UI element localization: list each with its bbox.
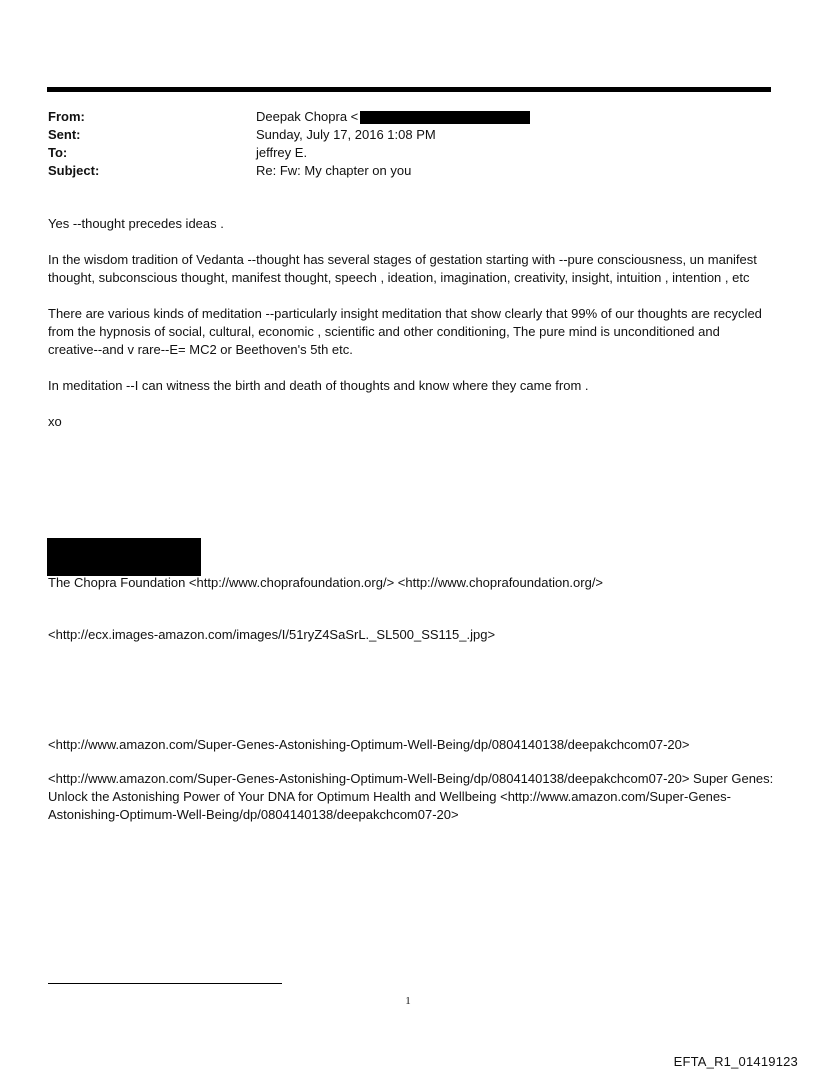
- from-label: From:: [48, 109, 85, 124]
- email-body: [48, 215, 773, 431]
- image-link-line[interactable]: <http://ecx.images-amazon.com/images/I/51ryZ4SaSrL._SL500_SS115_.jpg>: [48, 627, 496, 642]
- body-paragraph-1: Yes --thought precedes ideas .: [48, 216, 224, 231]
- amazon-link-line[interactable]: <http://www.amazon.com/Super-Genes-Astonishing-Optimum-Well-Being/dp/0804140138/deepakchcom07-20>: [48, 737, 690, 752]
- to-label: To:: [48, 145, 68, 160]
- email-header: [48, 108, 768, 180]
- to-value: jeffrey E.: [256, 145, 308, 160]
- sent-value: Sunday, July 17, 2016 1:08 PM: [256, 127, 436, 142]
- body-paragraph-2: In the wisdom tradition of Vedanta --thought has several stages of gestation starting with --pure consciousness, un manifest thought, subconscious thought, manifest thought, speech , ideation, imagination, creativity, insight, intuition , intention , etc: [48, 252, 757, 285]
- subject-row: [48, 162, 768, 180]
- redacted-email: [360, 111, 530, 124]
- book-link-paragraph[interactable]: <http://www.amazon.com/Super-Genes-Astonishing-Optimum-Well-Being/dp/0804140138/deepakchcom07-20> Super Genes: Unlock the Astonishing Power of Your DNA for Optimum Health and Wellbeing <http://www.amazon.com/Super-Genes-Astonishing-Optimum-Well-Being/dp/0804140138/deepakchcom07-20>: [48, 771, 774, 822]
- body-sign-off: xo: [48, 414, 62, 429]
- from-value: Deepak Chopra <: [256, 109, 359, 124]
- to-row: [48, 144, 768, 162]
- foundation-link-line[interactable]: The Chopra Foundation <http://www.choprafoundation.org/> <http://www.choprafoundation.org/>: [48, 575, 604, 590]
- body-paragraph-3: There are various kinds of meditation --particularly insight meditation that show clearly that 99% of our thoughts are recycled from the hypnosis of social, cultural, economic , scientific and other conditioning, The pure mind is unconditioned and creative--and v rare--E= MC2 or Beethoven's 5th etc.: [48, 306, 762, 357]
- redacted-signature: [47, 538, 201, 576]
- sent-label: Sent:: [48, 127, 81, 142]
- document-id: EFTA_R1_01419123: [673, 1054, 798, 1069]
- from-row: [48, 108, 768, 126]
- subject-label: Subject:: [48, 163, 100, 178]
- header-top-rule: [47, 87, 771, 92]
- footnote-rule: [48, 983, 282, 984]
- body-paragraph-4: In meditation --I can witness the birth and death of thoughts and know where they came from .: [48, 378, 589, 393]
- sent-row: [48, 126, 768, 144]
- page-number: 1: [405, 995, 411, 1007]
- subject-value: Re: Fw: My chapter on you: [256, 163, 412, 178]
